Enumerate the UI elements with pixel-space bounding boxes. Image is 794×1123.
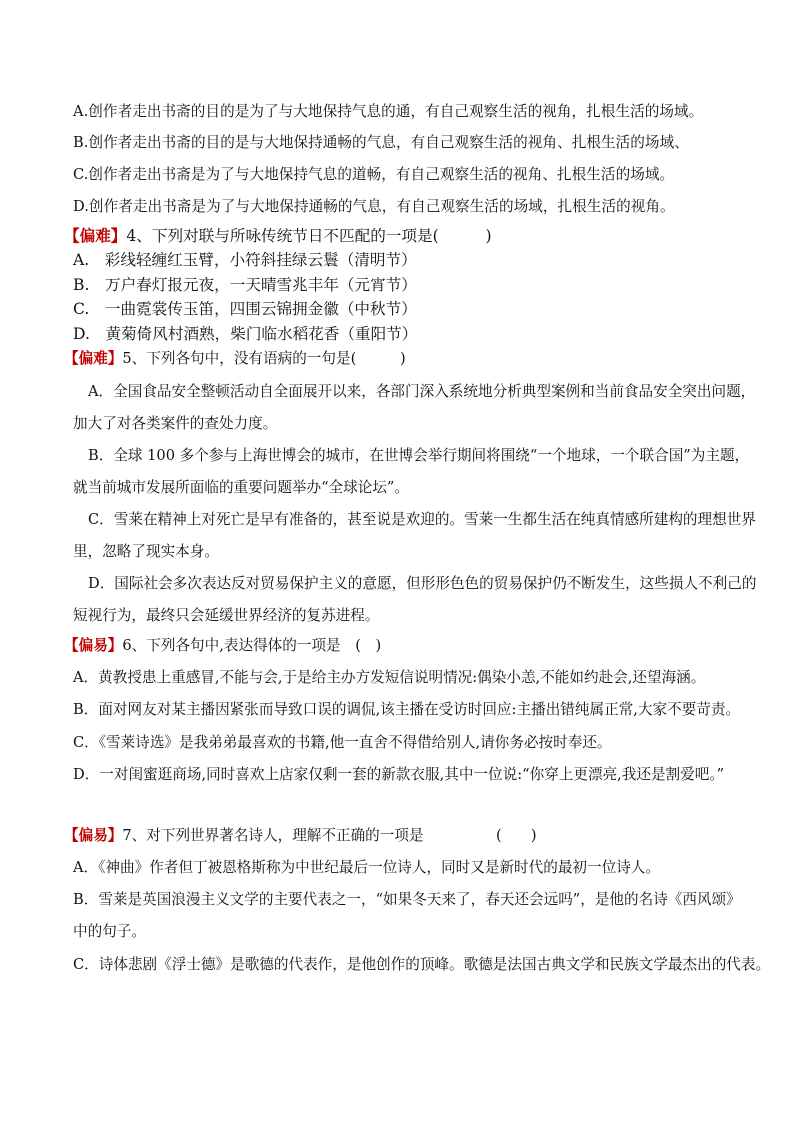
q4-stem — [64, 226, 492, 246]
q7-line-4: C．诗体悲剧《浮士德》是歌德的代表作，是他创作的顶峰。歌德是法国古典文学和民族文学最杰出的代表。 — [73, 956, 771, 973]
q3-option-a: A.创作者走出书斋的目的是为了与大地保持气息的通，有自己观察生活的视角，扎根生活的场域。 — [73, 103, 704, 120]
q7-line-2: B．雪莱是英国浪漫主义文学的主要代表之一，“如果冬天来了，春天还会远吗”，是他的名诗《西风颂》 — [73, 891, 741, 908]
q6-option-b: B．面对网友对某主播因紧张而导致口误的调侃,该主播在受访时回应:主播出错纯属正常,大家不要苛责。 — [73, 701, 741, 718]
q6-difficulty-tag: 【偏易】 — [64, 637, 123, 654]
q7-difficulty-tag: 【偏易】 — [64, 827, 123, 844]
q7-stem-text: 7、对下列世界著名诗人，理解不正确的一项是 — [122, 827, 424, 844]
q4-option-a: A. 彩线轻缠红玉臂，小符斜挂绿云鬟（清明节） — [73, 251, 417, 269]
q5-stem-text: 5、下列各句中，没有语病的一句是( ) — [122, 350, 406, 367]
q5-line-8: 短视行为，最终只会延缓世界经济的复苏进程。 — [73, 607, 380, 624]
q4-option-d: D. 黄菊倚风村酒熟，柴门临水稻花香（重阳节） — [73, 325, 418, 343]
q7-line-3: 中的句子。 — [73, 923, 146, 940]
q7-line-1: A．《神曲》作者但丁被恩格斯称为中世纪最后一位诗人，同时又是新时代的最初一位诗人。 — [73, 859, 660, 876]
q5-line-1: A．全国食品安全整顿活动自全面展开以来，各部门深入系统地分析典型案例和当前食品安全突出问题， — [88, 383, 756, 400]
q5-difficulty-tag: 【偏难】 — [64, 350, 123, 367]
q3-option-c: C.创作者走出书斋是为了与大地保持气息的道畅，有自己观察生活的视角、扎根生活的场域。 — [73, 166, 675, 183]
q5-line-3: B．全球 100 多个参与上海世博会的城市，在世博会举行期间将围绕“一个地球，一个联合国”为主题， — [88, 447, 750, 464]
q3-option-d: D.创作者走出书斋是为了与大地保持通畅的气息，有自己观察生活的场域，扎根生活的视角。 — [73, 198, 675, 215]
q7-answer-blank: ( ) — [496, 827, 537, 844]
q5-stem — [64, 349, 406, 369]
q4-option-b: B. 万户春灯报元夜，一天晴雪兆丰年（元宵节） — [73, 276, 417, 294]
q3-option-b: B.创作者走出书斋的目的是与大地保持通畅的气息，有自己观察生活的视角、扎根生活的场域、 — [73, 134, 689, 151]
q5-line-4: 就当前城市发展所面临的重要问题举办“全球论坛”。 — [73, 479, 409, 496]
q5-line-2: 加大了对各类案件的查处力度。 — [73, 415, 278, 432]
q4-stem-text: 4、下列对联与所咏传统节日不匹配的一项是( ) — [126, 227, 492, 245]
q5-line-7: D．国际社会多次表达反对贸易保护主义的意愿，但形形色色的贸易保护仍不断发生，这些损人不利己的 — [88, 575, 757, 592]
q4-difficulty-tag: 【偏难】 — [64, 226, 127, 245]
q6-stem-text: 6、下列各句中,表达得体的一项是 ( ) — [122, 637, 382, 654]
q5-line-6: 里，忽略了现实本身。 — [73, 543, 219, 560]
q6-option-c: C．《雪莱诗选》是我弟弟最喜欢的书籍,他一直舍不得借给别人,请你务必按时奉还。 — [73, 734, 612, 751]
q5-line-5: C．雪莱在精神上对死亡是早有准备的，甚至说是欢迎的。雪莱一生都生活在纯真情感所建构的理想世界 — [88, 511, 756, 528]
q6-option-a: A．黄教授患上重感冒,不能与会,于是给主办方发短信说明情况:偶染小恙,不能如约赴会,还望海涵。 — [73, 669, 706, 686]
q7-stem — [64, 826, 424, 846]
q4-option-c: C. 一曲霓裳传玉笛，四围云锦拥金徽（中秋节） — [73, 300, 417, 318]
q6-stem — [64, 636, 381, 656]
q6-option-d: D．一对闺蜜逛商场,同时喜欢上店家仅剩一套的新款衣服,其中一位说:“你穿上更漂亮,我还是割爱吧。” — [73, 766, 725, 783]
